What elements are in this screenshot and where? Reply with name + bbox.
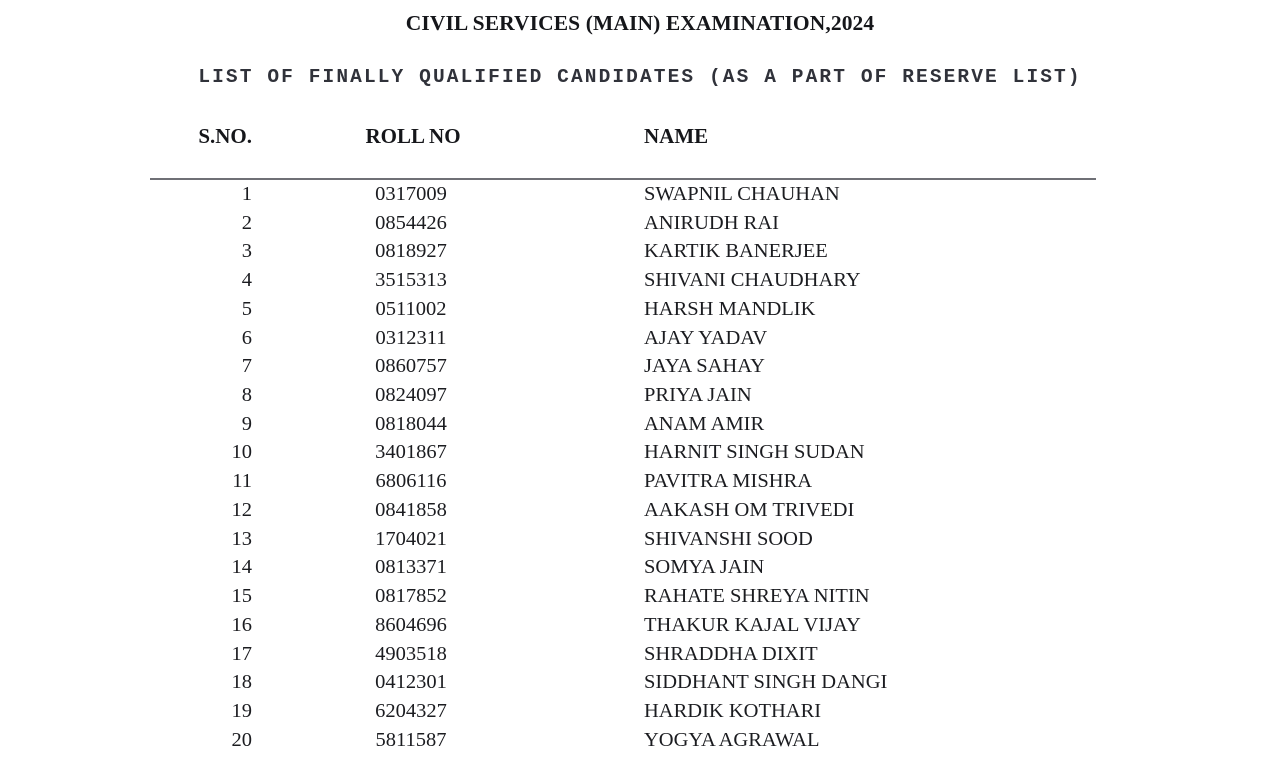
table-row <box>0 556 1280 585</box>
table-row <box>0 183 1280 212</box>
cell-name: PRIYA JAIN <box>644 384 752 407</box>
page-subtitle: LIST OF FINALLY QUALIFIED CANDIDATES (AS A PART OF RESERVE LIST) <box>198 66 1082 88</box>
cell-roll-no: 5811587 <box>375 728 447 751</box>
cell-roll-no: 0817852 <box>375 585 447 608</box>
column-header-name: NAME <box>644 124 709 148</box>
cell-name: KARTIK BANERJEE <box>644 240 828 263</box>
cell-roll-no: 0824097 <box>375 384 447 407</box>
table-row <box>0 355 1280 384</box>
table-row <box>0 298 1280 327</box>
cell-roll-no: 4903518 <box>375 642 447 665</box>
cell-roll-no: 0854426 <box>375 211 447 234</box>
cell-sno: 12 <box>231 498 252 521</box>
cell-roll-no: 0818927 <box>375 240 447 263</box>
table-row <box>0 585 1280 614</box>
table-row <box>0 470 1280 499</box>
table-row <box>0 643 1280 672</box>
cell-name: ANIRUDH RAI <box>644 211 779 234</box>
cell-roll-no: 0860757 <box>375 355 447 378</box>
table-row <box>0 441 1280 470</box>
table-row <box>0 240 1280 269</box>
cell-sno: 8 <box>241 384 252 407</box>
cell-sno: 15 <box>231 585 252 608</box>
cell-name: SIDDHANT SINGH DANGI <box>644 671 888 694</box>
page-title: CIVIL SERVICES (MAIN) EXAMINATION,2024 <box>405 11 875 35</box>
column-header-sno: S.NO. <box>198 124 252 148</box>
cell-name: SWAPNIL CHAUHAN <box>644 183 840 205</box>
cell-name: SOMYA JAIN <box>644 556 765 579</box>
cell-sno: 5 <box>241 297 252 320</box>
cell-name: AJAY YADAV <box>644 326 768 349</box>
cell-sno: 9 <box>241 412 252 435</box>
cell-sno: 13 <box>231 527 252 550</box>
table-row <box>0 729 1280 757</box>
cell-name: THAKUR KAJAL VIJAY <box>644 613 861 636</box>
table-row <box>0 671 1280 700</box>
cell-sno: 16 <box>231 613 252 636</box>
cell-roll-no: 6204327 <box>375 699 447 722</box>
table-header-row <box>0 124 1280 156</box>
table-row <box>0 212 1280 241</box>
column-header-roll-no: ROLL NO <box>365 124 461 148</box>
cell-name: PAVITRA MISHRA <box>644 470 813 493</box>
cell-roll-no: 3515313 <box>375 269 447 292</box>
cell-name: RAHATE SHREYA NITIN <box>644 585 870 608</box>
table-row <box>0 384 1280 413</box>
cell-roll-no: 0818044 <box>375 412 447 435</box>
cell-sno: 17 <box>231 642 252 665</box>
cell-name: HARNIT SINGH SUDAN <box>644 441 865 464</box>
cell-name: SHIVANI CHAUDHARY <box>644 269 861 292</box>
cell-sno: 11 <box>232 470 252 493</box>
header-divider-rule <box>150 178 1096 180</box>
table-row <box>0 614 1280 643</box>
cell-name: SHRADDHA DIXIT <box>644 642 818 665</box>
cell-roll-no: 0813371 <box>375 556 447 579</box>
cell-roll-no: 6806116 <box>375 470 447 493</box>
cell-name: ANAM AMIR <box>644 412 765 435</box>
cell-roll-no: 0511002 <box>375 297 447 320</box>
table-row <box>0 499 1280 528</box>
cell-sno: 20 <box>231 728 252 751</box>
cell-roll-no: 0317009 <box>375 183 447 205</box>
cell-sno: 4 <box>241 269 252 292</box>
cell-name: YOGYA AGRAWAL <box>644 728 820 751</box>
cell-roll-no: 1704021 <box>375 527 447 550</box>
cell-sno: 19 <box>231 699 252 722</box>
cell-name: SHIVANSHI SOOD <box>644 527 813 550</box>
table-row <box>0 700 1280 729</box>
cell-sno: 18 <box>231 671 252 694</box>
table-row <box>0 327 1280 356</box>
table-row <box>0 528 1280 557</box>
cell-sno: 3 <box>241 240 252 263</box>
cell-roll-no: 0841858 <box>375 498 447 521</box>
cell-roll-no: 3401867 <box>375 441 447 464</box>
table-row <box>0 413 1280 442</box>
cell-roll-no: 8604696 <box>375 613 447 636</box>
cell-sno: 1 <box>241 183 252 205</box>
cell-name: HARDIK KOTHARI <box>644 699 822 722</box>
cell-sno: 6 <box>241 326 252 349</box>
cell-name: JAYA SAHAY <box>644 355 765 378</box>
table-row <box>0 269 1280 298</box>
cell-sno: 10 <box>231 441 252 464</box>
cell-sno: 7 <box>241 355 252 378</box>
cell-name: HARSH MANDLIK <box>644 297 816 320</box>
cell-roll-no: 0312311 <box>375 326 447 349</box>
cell-name: AAKASH OM TRIVEDI <box>644 498 855 521</box>
cell-sno: 14 <box>231 556 252 579</box>
cell-sno: 2 <box>241 211 252 234</box>
cell-roll-no: 0412301 <box>375 671 447 694</box>
table-body <box>0 183 1280 757</box>
